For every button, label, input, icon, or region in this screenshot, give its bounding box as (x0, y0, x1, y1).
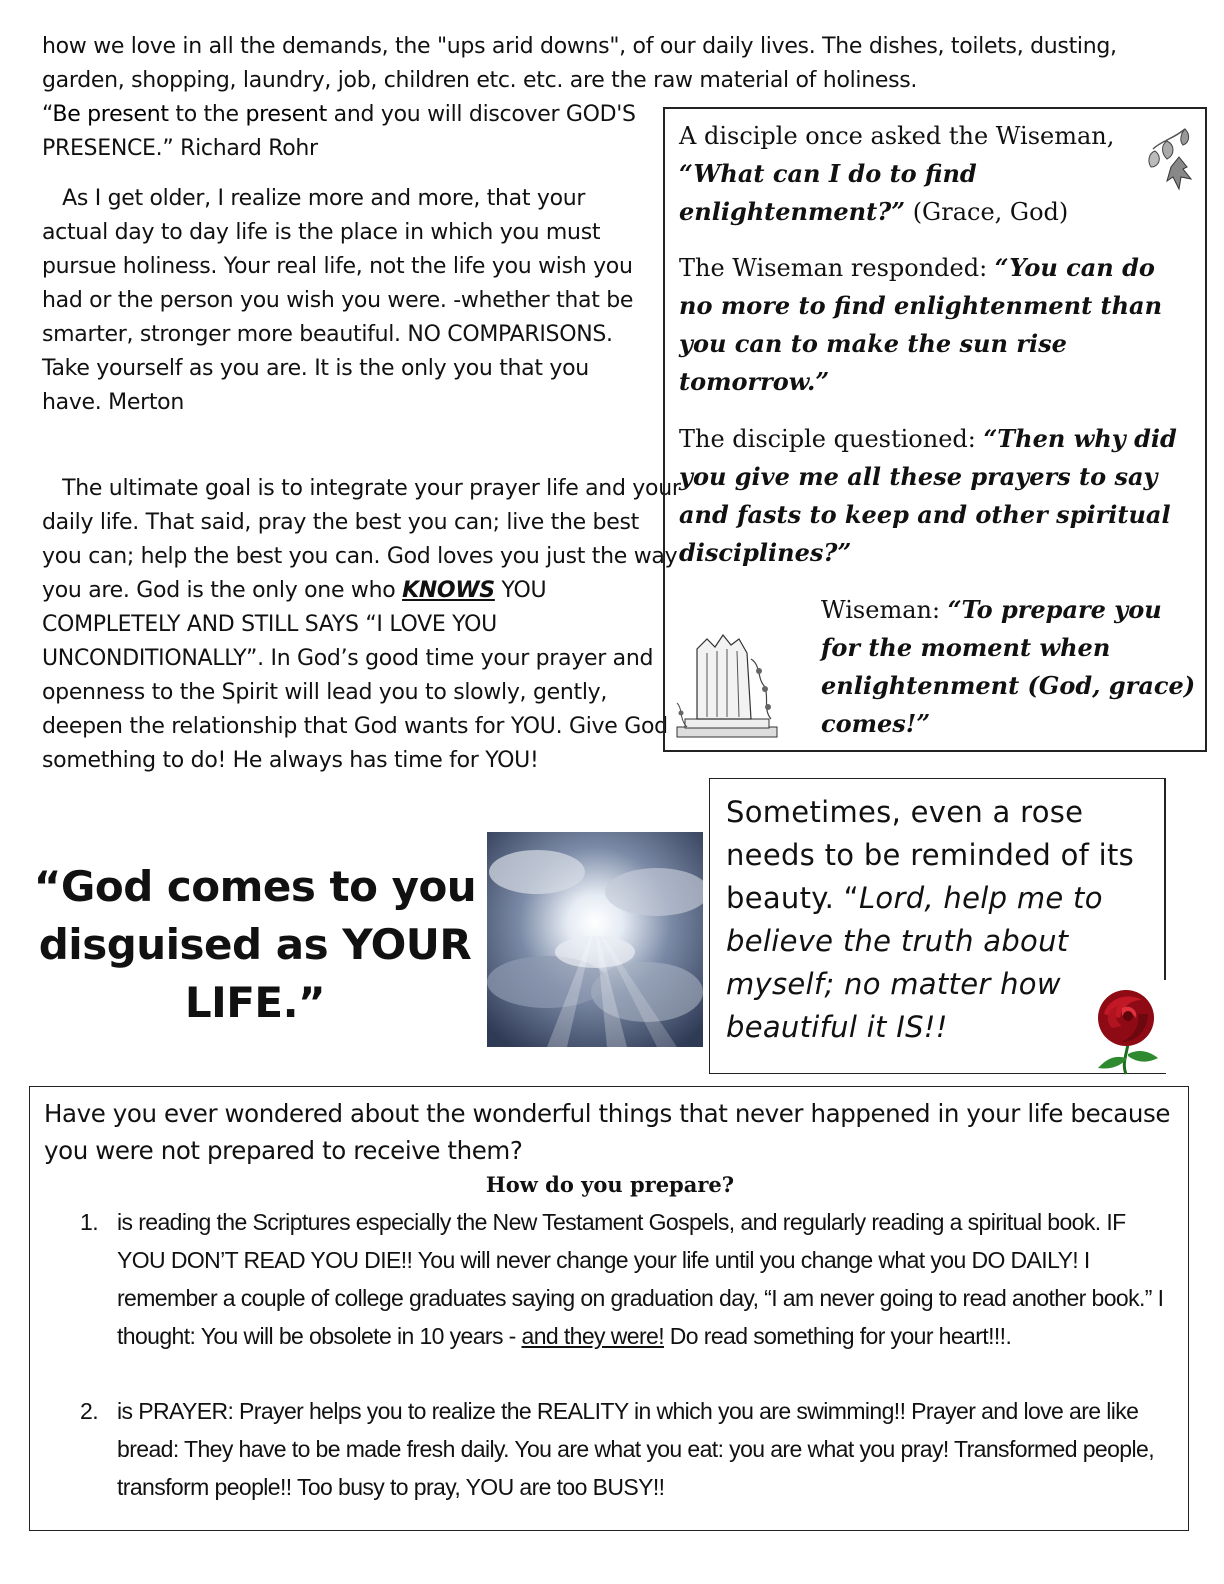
item-1-text-before: is reading the Scriptures especially the New Testament Gospels, and regularly reading a spiritual book. IF YOU DON’T READ YOU DIE!! You will never change your life until you change what you DO DAILY! I remember a couple of college graduates saying on graduation day, “I am never going to read another book.” I thought: You will be obsolete in 10 years - (117, 1209, 1164, 1349)
ruined-column-icon (673, 609, 783, 744)
wiseman-p2-plain: The Wiseman responded: (679, 254, 995, 282)
wiseman-p3-question: “Then why did you give me all these prayers to say and fasts to keep and other spiritual disciplines?” (679, 424, 1177, 567)
rose-prayer-text: Lord, help me to believe the truth about myself; no matter how beautiful it IS!! (726, 881, 1103, 1044)
intro-paragraph: how we love in all the demands, the "ups arid downs", of our daily lives. The dishes, toilets, dusting, garden, shopping, laundry, job, children etc. etc. are the raw material of holiness. (42, 34, 1117, 93)
knows-word: KNOWS (402, 578, 495, 603)
integrate-text-before: The ultimate goal is to integrate your prayer life and your daily life. That said, pray the best you can; live the best you can; help the best you can. God loves you just the way you are. God is the only one who (42, 476, 681, 603)
wiseman-p4-plain: Wiseman: (821, 596, 948, 624)
quote-open-mark: “ (42, 102, 53, 127)
rose-box-right-border (1164, 778, 1166, 980)
item-1-text-after: Do read something for your heart!!!. (664, 1323, 1012, 1349)
sunlit-clouds-image (487, 832, 703, 1047)
prepare-question: Have you ever wondered about the wonderful things that never happened in your life because you were not prepared to receive them? (44, 1099, 1171, 1165)
to-the-text: to the (168, 102, 246, 127)
wiseman-paragraph-4 (821, 591, 1201, 743)
rohr-quote (42, 98, 652, 166)
merton-paragraph (42, 182, 642, 420)
red-rose-icon (1082, 984, 1172, 1076)
integrate-paragraph (42, 472, 682, 778)
list-item-number: 2. (80, 1398, 98, 1424)
wiseman-paragraph-3 (679, 420, 1199, 572)
rose-text-plain: Sometimes, even a rose needs to be reminded of its beauty. “ (726, 795, 1135, 915)
wiseman-p1-plain: A disciple once asked the Wiseman, (679, 122, 1115, 150)
prepare-list-item-1 (80, 1203, 1170, 1355)
prepare-heading: How do you prepare? (485, 1172, 735, 1197)
list-item-text (117, 1203, 1170, 1355)
prepare-list-item-2 (80, 1392, 1170, 1506)
wiseman-story-box (663, 107, 1207, 752)
item-2-text: is PRAYER: Prayer helps you to realize the REALITY in which you are swimming!! Prayer and love are like bread: They have to be made fresh daily. You are what you eat: you are what you pray! Transformed people, transform people!! Too busy to pray, YOU are too BUSY!! (117, 1398, 1154, 1500)
item-1-underlined: and they were! (521, 1323, 664, 1349)
ivy-leaf-icon (1145, 123, 1195, 195)
rohr-quote-rest: and you will discover GOD'S PRESENCE.” Richard Rohr (42, 102, 636, 161)
prepare-box (29, 1086, 1189, 1531)
be-present-phrase: Be present (52, 102, 169, 127)
present-word: present (245, 102, 327, 127)
wiseman-paragraph-2 (679, 249, 1194, 401)
merton-text: As I get older, I realize more and more, that your actual day to day life is the place in which you must pursue holiness. Your real life, not the life you wish you had or the person you wish you were. -whether that be smarter, stronger more beautiful. NO COMPARISONS. Take yourself as you are. It is the only you that you have. Merton (42, 186, 634, 415)
wiseman-p3-plain: The disciple questioned: (679, 425, 984, 453)
wiseman-p2-answer: “You can do no more to find enlightenment than you can to make the sun rise tomorrow.” (679, 253, 1163, 396)
wiseman-p1-tail: (Grace, God) (905, 198, 1069, 226)
list-item-number: 1. (80, 1209, 98, 1235)
integrate-text-after: YOU COMPLETELY AND STILL SAYS “I LOVE YOU UNCONDITIONALLY”. In God’s good time your prayer and openness to the Spirit will lead you to slowly, gently, deepen the relationship that God wants for YOU. Give God something to do! He always has time for YOU! (42, 578, 668, 773)
wiseman-p1-question: “What can I do to find enlightenment?” (679, 159, 977, 226)
big-quote: “God comes to you disguised as YOUR LIFE.” (33, 862, 477, 1027)
wiseman-p4-answer: “To prepare you for the moment when enlightenment (God, grace) comes!” (821, 595, 1196, 738)
wiseman-paragraph-1 (679, 117, 1179, 231)
list-item-text (117, 1392, 1170, 1506)
